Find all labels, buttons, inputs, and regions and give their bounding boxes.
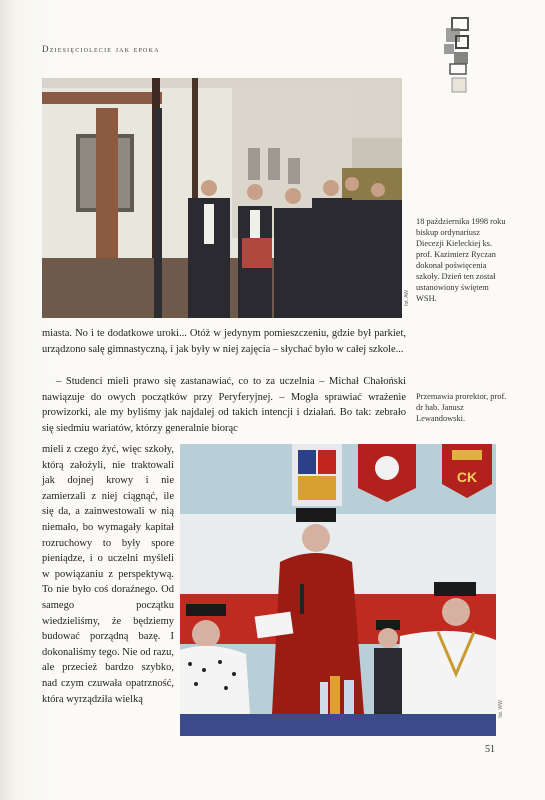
photo1-credit: fot. AW — [404, 290, 410, 306]
photo-prorector-speech — [180, 444, 496, 736]
running-header: Dziesięciolecie jak epoka — [42, 44, 160, 54]
photo-building-blessing — [42, 78, 402, 318]
body-column-text: mieli z czego żyć, więc szkoły, którą założyli, nie traktowali jak dojnej krowy i nie zamierzali z niej ciągnąć, ile się da, a zainwestowali w nią niemało, bo wymagały kapitał rozruchowy to były spore pieniądze, i o uczelni myśleli w powiązaniu z perspektywą. To nie było coś doraźnego. Od samego początku wiedzieliśmy, że będziemy budować porządną bazę. I dokonaliśmy tego. Nie od razu, ale przecież bardzo szybko, nad czym czuwała opatrzność, która wyrządziła wielką — [42, 444, 174, 705]
body-paragraph-2: – Studenci mieli prawo się zastanawiać, co to za uczelnia – Michał Chałoński nawiązuje do owych początków przy Peryferyjnej. – Mogła sprawiać wrażenie prowizorki, ale my byliśmy jak najdalej od takich intencji i działań. Bo tak: zebrało się siedmiu wariatów, którzy generalnie biorąc — [42, 376, 406, 434]
page-number: 51 — [485, 744, 495, 755]
wsh-logo-icon — [440, 16, 474, 96]
body-paragraph-1: miasta. No i te dodatkowe uroki... Otóż w jedynym pomieszczeniu, gdzie był parkiet, urządzono salę gimnastyczną, i jak były w niej zajęcia – słychać było w całej szkole... — [42, 328, 406, 355]
caption-photo1: 18 października 1998 roku biskup ordynariusz Diecezji Kieleckiej ks. prof. Kazimierz Ryczan dokonał poświęcenia szkoły. Dzień ten został ustanowiony świętem WSH. — [416, 217, 506, 303]
banner-ck-text: CK — [456, 469, 478, 485]
caption-photo2: Przemawia prorektor, prof. dr hab. Janusz Lewandowski. — [416, 392, 507, 423]
photo2-credit: fot. WW — [498, 700, 504, 718]
